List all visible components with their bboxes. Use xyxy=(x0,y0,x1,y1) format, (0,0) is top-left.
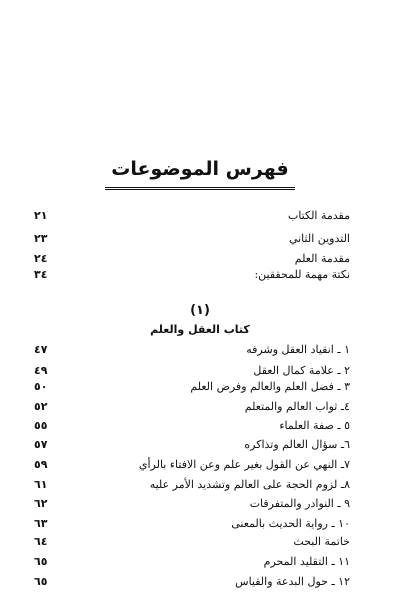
toc-entry-title: ٨ـ لزوم الحجة على العالم وتشديد الأمر عليه xyxy=(149,478,350,491)
toc-entry-page: ٥٩ xyxy=(34,458,48,471)
toc-entry xyxy=(34,377,350,397)
toc-entry-page: ٦١ xyxy=(34,478,48,491)
toc-entry xyxy=(34,552,350,572)
toc-entry-title: مقدمة العلم xyxy=(294,252,350,265)
toc-entry-title: خاتمة البحث xyxy=(293,535,350,548)
toc-entry-title: ٢ ـ علامة كمال العقل xyxy=(253,364,350,377)
section-number: (١) xyxy=(190,303,210,318)
page-title: فهرس الموضوعات xyxy=(105,157,294,190)
toc-entry xyxy=(34,455,350,475)
toc-entry-page: ٣٤ xyxy=(34,268,48,281)
toc-entry-page: ٢٣ xyxy=(34,232,48,245)
toc-entry xyxy=(34,397,350,417)
toc-entry-title: ١٢ ـ حول البدعة والقياس xyxy=(235,575,350,588)
toc-entry-page: ٥٥ xyxy=(34,419,48,432)
toc-entry xyxy=(34,494,350,514)
toc-entry-title: ٩ ـ النوادر والمتفرقات xyxy=(249,497,350,510)
title-block xyxy=(0,157,400,190)
toc-entry-page: ٥٧ xyxy=(34,438,48,451)
toc-entry-page: ٦٥ xyxy=(34,555,48,568)
toc-entry-title: ٣ ـ فضل العلم والعالم وفرض العلم xyxy=(190,380,350,393)
toc-entry-title: التدوين الثاني xyxy=(288,232,350,245)
toc-entry-page: ٤٧ xyxy=(34,343,48,356)
toc-entry xyxy=(34,340,350,360)
toc-entry-page: ٥٢ xyxy=(34,400,48,413)
toc-entry-page: ٥٠ xyxy=(34,380,48,393)
section-title: كتاب العقل والعلم xyxy=(150,323,250,336)
toc-entry-title: ٥ ـ صفة العلماء xyxy=(279,419,350,432)
toc-entry-title: نكتة مهمة للمحققين: xyxy=(254,268,350,281)
toc-entry-page: ٦٤ xyxy=(34,535,48,548)
toc-entry-title: ٤ـ ثواب العالم والمتعلم xyxy=(244,400,350,413)
toc-entry-title: ١١ ـ التقليد المحرم xyxy=(263,555,350,568)
toc-entry-page: ٢١ xyxy=(34,209,48,222)
toc-entry xyxy=(34,416,350,436)
toc-entry-title: مقدمة الكتاب xyxy=(287,209,350,222)
toc-entry-title: ١٠ ـ رواية الحديث بالمعنى xyxy=(231,517,350,530)
toc-entry xyxy=(34,435,350,455)
toc-entry-page: ٢٤ xyxy=(34,252,48,265)
toc-entry xyxy=(34,206,350,226)
toc-entry xyxy=(34,229,350,249)
toc-entry xyxy=(34,514,350,534)
toc-entry xyxy=(34,475,350,495)
toc-entry-page: ٦٥ xyxy=(34,575,48,588)
toc-entry xyxy=(34,265,350,285)
toc-entry xyxy=(34,572,350,592)
toc-entry-title: ٦ـ سؤال العالم وتذاكره xyxy=(244,438,350,451)
toc-entry-page: ٦٣ xyxy=(34,517,48,530)
toc-entry-title: ١ ـ انقياد العقل وشرفه xyxy=(246,343,350,356)
toc-entry xyxy=(34,532,350,552)
toc-entry-title: ٧ـ النهي عن القول بغير علم وعن الافتاء بالرأي xyxy=(138,458,350,471)
toc-entry-page: ٦٢ xyxy=(34,497,48,510)
toc-entry-page: ٤٩ xyxy=(34,364,48,377)
